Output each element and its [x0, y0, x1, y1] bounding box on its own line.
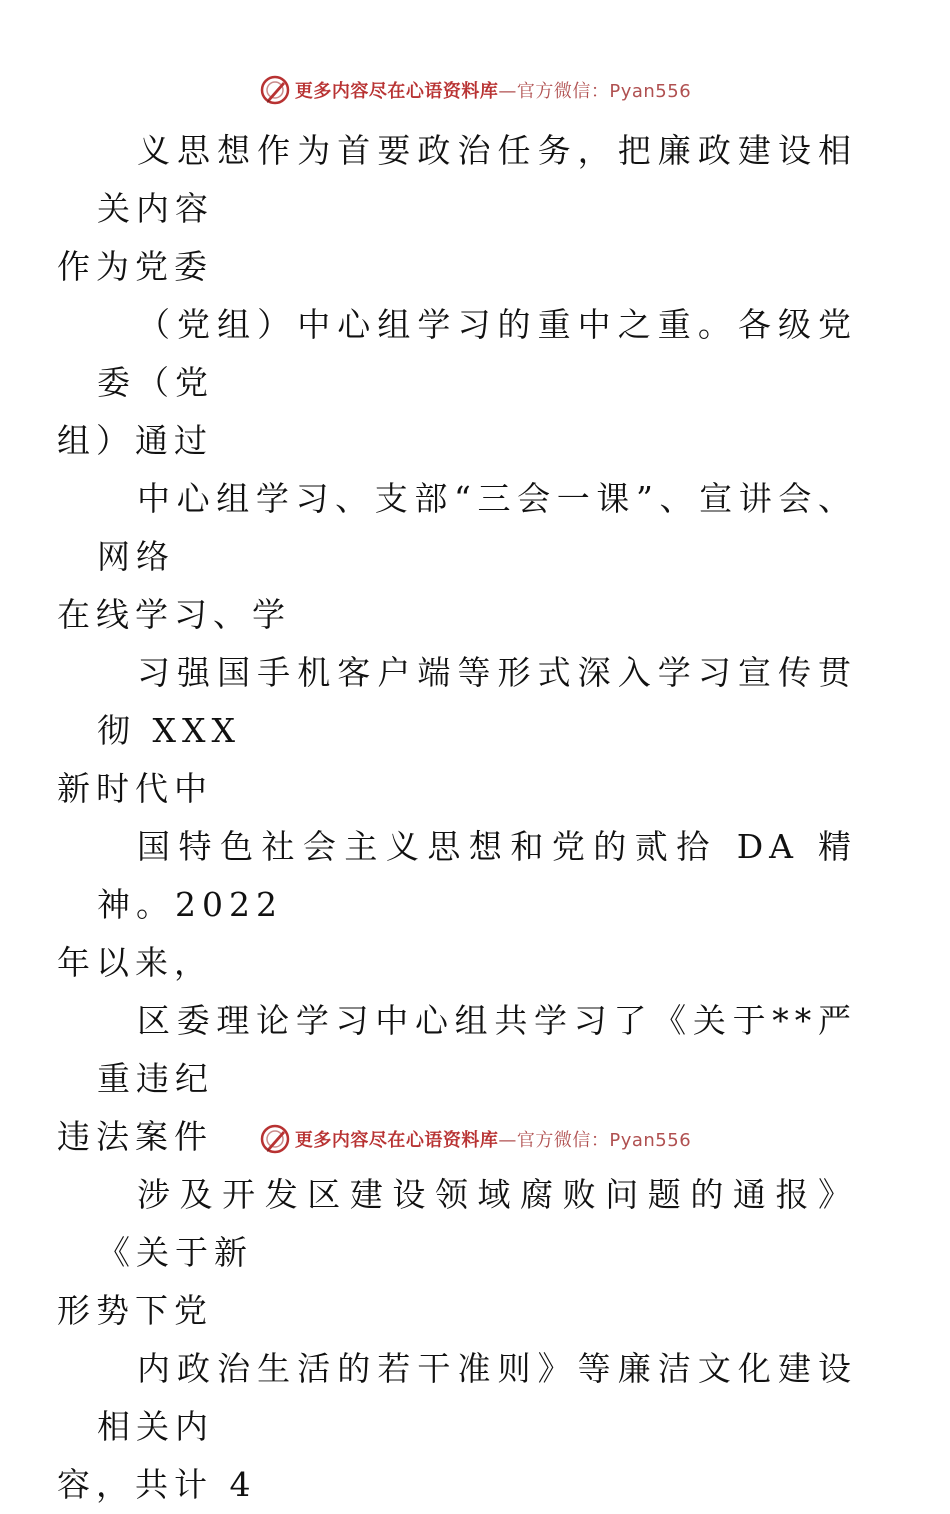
pen-logo-icon	[259, 74, 291, 106]
document-body	[57, 122, 857, 1514]
pen-logo-icon	[259, 1123, 291, 1155]
paragraph: 义思想作为首要政治任务，把廉政建设相关内容 作为党委	[57, 131, 857, 286]
footer-watermark-text: 更多内容尽在心语资料库—官方微信：Pyan556	[294, 1130, 692, 1151]
footer-watermark-banner	[0, 1122, 950, 1156]
paragraph: 内政治生活的若干准则》等廉洁文化建设相关内 容，共计 4	[57, 1349, 857, 1504]
paragraph: 中心组学习、支部“三会一课”、宣讲会、网络 在线学习、学	[57, 479, 857, 634]
paragraph: 区委理论学习中心组共学习了《关于**严重违纪 违法案件	[57, 1001, 857, 1156]
paragraph: 习强国手机客户端等形式深入学习宣传贯彻 XXX 新时代中	[57, 653, 857, 808]
paragraph: 涉及开发区建设领域腐败问题的通报》《关于新 形势下党	[57, 1175, 857, 1330]
paragraph: 国特色社会主义思想和党的贰拾 DA 精神。2022 年以来，	[57, 827, 857, 982]
paragraph: （党组）中心组学习的重中之重。各级党委（党 组）通过	[57, 305, 857, 460]
header-watermark-banner	[0, 73, 950, 107]
header-watermark-text: 更多内容尽在心语资料库—官方微信：Pyan556	[294, 81, 692, 102]
